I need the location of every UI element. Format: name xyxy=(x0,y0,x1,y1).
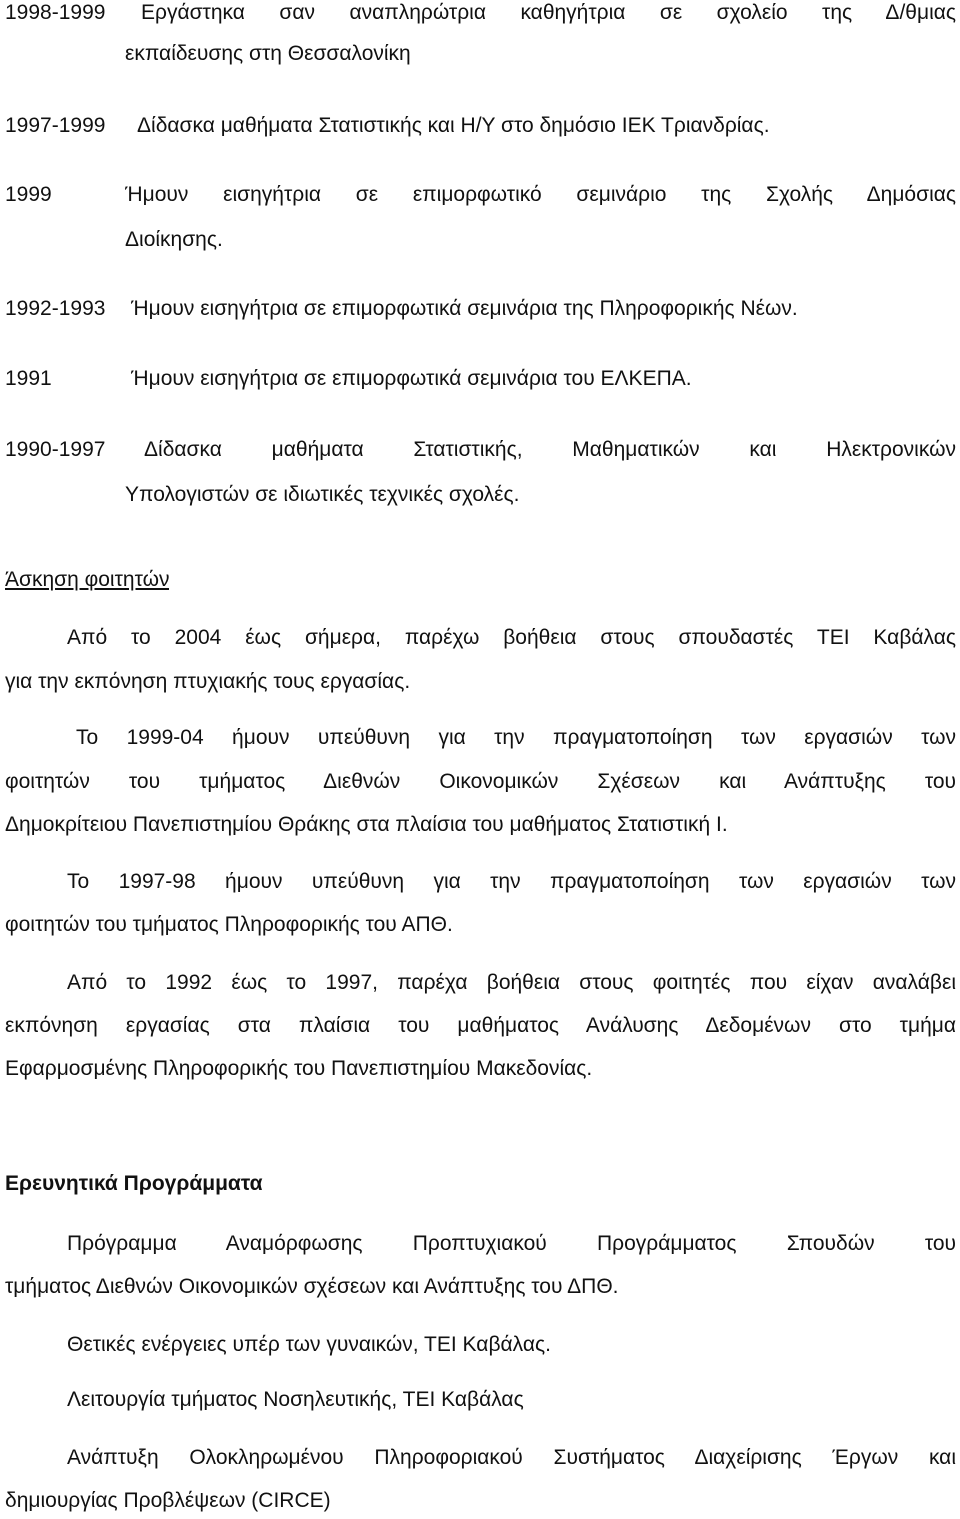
entry-text: Δίδασκα μαθήματα Στατιστικής, Μαθηματικών και Ηλεκτρονικών xyxy=(144,438,956,461)
paragraph-line: φοιτητών του τμήματος Πληροφορικής του ΑΠΘ. xyxy=(5,913,453,936)
entry-year: 1997-1999 xyxy=(5,114,106,137)
entry-year: 1992-1993 xyxy=(5,297,106,320)
paragraph-line: τμήματος Διεθνών Οικονομικών σχέσεων και Ανάπτυξης του ΔΠΘ. xyxy=(5,1275,619,1298)
paragraph-line: Ανάπτυξη Ολοκληρωμένου Πληροφοριακού Συστήματος Διαχείρισης Έργων και xyxy=(67,1446,956,1469)
entry-text-continued: εκπαίδευσης στη Θεσσαλονίκη xyxy=(125,42,411,65)
paragraph-line: Πρόγραμμα Αναμόρφωσης Προπτυχιακού Προγράμματος Σπουδών του xyxy=(67,1232,956,1255)
entry-text: Ήμουν εισηγήτρια σε επιμορφωτικά σεμινάρια του ΕΛΚΕΠΑ. xyxy=(131,367,692,390)
entry-text-continued: Υπολογιστών σε ιδιωτικές τεχνικές σχολές. xyxy=(125,483,520,506)
paragraph-line: Το 1999-04 ήμουν υπεύθυνη για την πραγματοποίηση των εργασιών των xyxy=(76,726,956,749)
paragraph-line: Από το 1992 έως το 1997, παρέχα βοήθεια στους φοιτητές που είχαν αναλάβει xyxy=(67,971,956,994)
section-heading: Ερευνητικά Προγράμματα xyxy=(5,1172,263,1195)
entry-text: Ήμουν εισηγήτρια σε επιμορφωτικά σεμινάρια της Πληροφορικής Νέων. xyxy=(131,297,798,320)
paragraph-line: για την εκπόνηση πτυχιακής τους εργασίας. xyxy=(5,670,411,693)
paragraph-line: Λειτουργία τμήματος Νοσηλευτικής, ΤΕΙ Καβάλας xyxy=(67,1388,524,1411)
entry-text: Εργάστηκα σαν αναπληρώτρια καθηγήτρια σε σχολείο της Δ/θμιας xyxy=(141,1,956,24)
entry-year: 1998-1999 xyxy=(5,1,106,24)
entry-year: 1991 xyxy=(5,367,52,390)
entry-text-continued: Διοίκησης. xyxy=(125,228,223,251)
paragraph-line: Το 1997-98 ήμουν υπεύθυνη για την πραγματοποίηση των εργασιών των xyxy=(67,870,956,893)
paragraph-line: Από το 2004 έως σήμερα, παρέχω βοήθεια στους σπουδαστές ΤΕΙ Καβάλας xyxy=(67,626,956,649)
paragraph-line: εκπόνηση εργασίας στα πλαίσια του μαθήματος Ανάλυσης Δεδομένων στο τμήμα xyxy=(5,1014,956,1037)
entry-text: Ήμουν εισηγήτρια σε επιμορφωτικό σεμινάριο της Σχολής Δημόσιας xyxy=(125,183,956,206)
paragraph-line: Εφαρμοσμένης Πληροφορικής του Πανεπιστημίου Μακεδονίας. xyxy=(5,1057,593,1080)
entry-year: 1999 xyxy=(5,183,52,206)
paragraph-line: δημιουργίας Προβλέψεων (CIRCE) xyxy=(5,1489,331,1512)
entry-year: 1990-1997 xyxy=(5,438,106,461)
entry-text: Δίδασκα μαθήματα Στατιστικής και Η/Υ στο δημόσιο ΙΕΚ Τριανδρίας. xyxy=(137,114,770,137)
section-heading: Άσκηση φοιτητών xyxy=(5,568,170,591)
paragraph-line: φοιτητών του τμήματος Διεθνών Οικονομικών Σχέσεων και Ανάπτυξης του xyxy=(5,770,956,793)
paragraph-line: Θετικές ενέργειες υπέρ των γυναικών, ΤΕΙ Καβάλας. xyxy=(67,1333,551,1356)
paragraph-line: Δημοκρίτειου Πανεπιστημίου Θράκης στα πλαίσια του μαθήματος Στατιστική Ι. xyxy=(5,813,728,836)
